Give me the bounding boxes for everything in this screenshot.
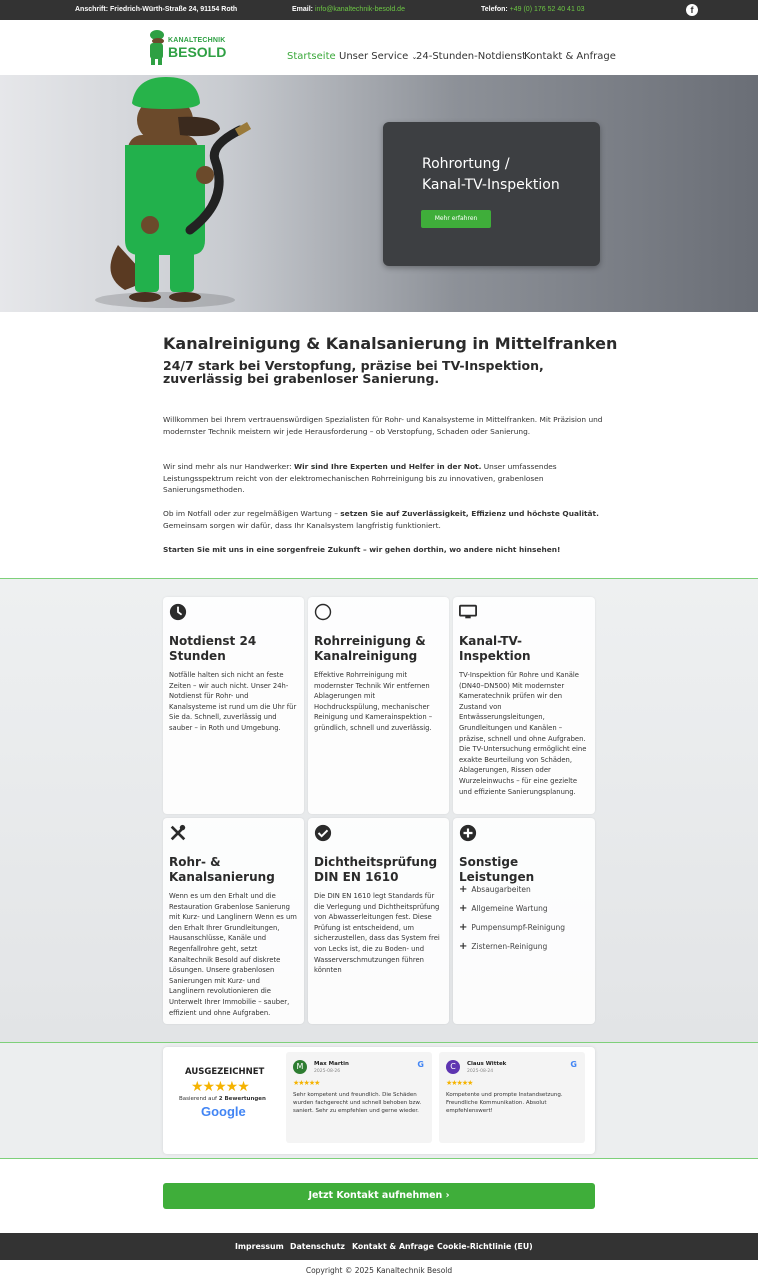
service-card-sonstige[interactable]: Sonstige Leistungen + Absaugarbeiten + Allgemeine Wartung + Pumpensumpf-Reinigung + Zisternen-Reinigung [453,818,595,1024]
intro-paragraph-3: Ob im Notfall oder zur regelmäßigen Wartung – setzen Sie auf Zuverlässigkeit, Effizienz und höchste Qualität. Gemeinsam sorgen wir dafür, dass Ihr Kanalsystem langfristig funktioniert. [163,509,599,530]
nav-unser-service[interactable]: Unser Service ⌄ [339,51,418,62]
google-logo: Google [201,1104,246,1119]
service-card-dichtheitspruefung[interactable]: Dichtheitsprüfung DIN EN 1610 Die DIN EN 1610 legt Standards für die Verlegung und Dichtheitsprüfung von Abwasserleitungen fest. Diese Prüfung ist entscheidend, um sicherzustellen, dass das System frei von Lecks ist, die zu Boden- und Wasserverschmutzungen führen könnten [308,818,449,1024]
nav-notdienst[interactable]: 24-Stunden-Notdienst [416,51,526,62]
mehr-erfahren-button[interactable]: Mehr erfahren [421,210,491,228]
address-info: Anschrift: Friedrich-Würth-Straße 24, 91154 Roth [75,6,238,13]
review-card: C Claus Wittek 2025-08-24 G ★★★★★ Kompetente und prompte Instandsetzung. Freundliche Kommunikation. Absolut empfehlenswert! [439,1052,585,1143]
copyright-text: Copyright © 2025 Kanaltechnik Besold [305,1266,453,1275]
based-on-text: Basierend auf 2 Bewertungen [179,1096,266,1102]
plus-circle-icon [459,824,477,842]
facebook-icon[interactable]: f [686,4,698,16]
plus-icon: + [459,903,468,914]
list-item[interactable]: + Allgemeine Wartung [459,903,548,914]
nav-kontakt[interactable]: Kontakt & Anfrage [524,51,616,62]
site-logo[interactable]: KANALTECHNIK BESOLD [146,28,226,66]
plus-icon: + [459,884,468,895]
plus-icon: + [459,922,468,933]
avatar: M [293,1060,307,1074]
phone-info: Telefon: +49 (0) 176 52 40 41 03 [481,6,585,13]
google-icon: G [417,1060,424,1069]
rating-stars: ★★★★★ [191,1079,249,1095]
contact-cta-button[interactable]: Jetzt Kontakt aufnehmen › [163,1183,595,1209]
footer-link-kontakt[interactable]: Kontakt & Anfrage [352,1242,434,1251]
list-item[interactable]: + Absaugarbeiten [459,884,531,895]
reviews-widget [163,1047,595,1154]
service-card-rohrreinigung[interactable]: Rohrreinigung & Kanalreinigung Effektive Rohrreinigung mit modernster Technik Wir entfernen Ablagerungen mit Hochdruckspülung, mechanischer Reinigung und Kamerainspektion – gründlich, schnell und zuverlässig. [308,597,449,814]
platypus-mascot-image [0,75,300,312]
footer-link-impressum[interactable]: Impressum [235,1242,284,1251]
page-title: Kanalreinigung & Kanalsanierung in Mittelfranken [163,334,618,353]
email-info: Email: info@kanaltechnik-besold.de [292,6,405,13]
footer-link-datenschutz[interactable]: Datenschutz [290,1242,345,1251]
footer-bar [0,1233,758,1260]
top-info-bar [0,0,758,20]
tools-icon [169,824,187,842]
hero-title: Rohrortung / Kanal-TV-Inspektion [422,156,560,193]
list-item[interactable]: + Zisternen-Reinigung [459,941,548,952]
mascot-logo-icon [146,28,168,66]
service-card-sanierung[interactable]: Rohr- & Kanalsanierung Wenn es um den Erhalt und die Restauration Grabenlose Sanierung mit Kurz- und Langlinern Wenn es um den Erhalt Ihrer Grundleitungen, Hausanschlüsse, Kanäle und Regenfallrohre geht, setzt Kanaltechnik Besold auf diskrete Lösungen. Unsere grabenlosen Sanierungen mit Kurz- und Langlinern revolutionieren die Unterwelt Ihrer Immobilie – sauber, effizient und ohne Aufgraben. [163,818,304,1024]
clock-icon [169,603,187,621]
footer-link-cookie[interactable]: Cookie-Richtlinie (EU) [437,1242,533,1251]
award-label: AUSGEZEICHNET [185,1067,265,1077]
review-card: M Max Martin 2025-08-26 G ★★★★★ Sehr kompetent und freundlich. Die Schäden wurden fachgerecht und schnell behoben bzw. saniert. Sehr zu empfehlen und gerne wieder. [286,1052,432,1143]
check-circle-icon [314,824,332,842]
google-icon: G [570,1060,577,1069]
phone-link[interactable]: +49 (0) 176 52 40 41 03 [509,6,585,13]
hero-banner [0,75,758,312]
site-header [0,20,758,75]
chevron-down-icon: ⌄ [411,53,418,61]
avatar: C [446,1060,460,1074]
hero-card [383,122,600,266]
intro-paragraph-2: Wir sind mehr als nur Handwerker: Wir sind Ihre Experten und Helfer in der Not. Unser umfassendes Leistungsspektrum reicht von der elektromechanischen Rohrreinigung bis zu innovativen, grabenlosen Sanierungsmethoden. [163,462,557,494]
monitor-icon [459,603,477,621]
list-item[interactable]: + Pumpensumpf-Reinigung [459,922,566,933]
intro-paragraph-1: Willkommen bei Ihrem vertrauenswürdigen Spezialisten für Rohr- und Kanalsysteme in Mittelfranken. Mit Präzision und modernster Technik meistern wir jede Herausforderung – ob Verstopfung, Schaden oder Sanierung. [163,415,603,436]
service-card-kanal-tv[interactable]: Kanal-TV-Inspektion TV-Inspektion für Rohre und Kanäle (DN40–DN500) Mit modernster Kameratechnik prüfen wir den Zustand von Entwässerungsleitungen, Grundleitungen und Kanälen – präzise, schnell und ohne Aufgraben. Die TV-Untersuchung ermöglicht eine exakte Beurteilung von Schäden, Ablagerungen, Rissen oder Wurzeleinwuchs – für eine gezielte und effiziente Sanierungsplanung. [453,597,595,814]
email-link[interactable]: info@kanaltechnik-besold.de [314,6,405,13]
intro-paragraph-4: Starten Sie mit uns in eine sorgenfreie Zukunft – wir gehen dorthin, wo andere nicht hinsehen! [163,545,561,554]
nav-startseite[interactable]: Startseite [287,51,336,62]
plus-icon: + [459,941,468,952]
page-subtitle: 24/7 stark bei Verstopfung, präzise bei TV-Inspektion, zuverlässig bei grabenloser Sanierung. [163,358,544,386]
service-card-notdienst[interactable]: Notdienst 24 Stunden Notfälle halten sich nicht an feste Zeiten – wir auch nicht. Unser 24h-Notdienst für Rohr- und Kanalsysteme ist rund um die Uhr für Sie da. Schnell, zuverlässig und sauber – in Roth und Umgebung. [163,597,304,814]
circle-icon [314,603,332,621]
